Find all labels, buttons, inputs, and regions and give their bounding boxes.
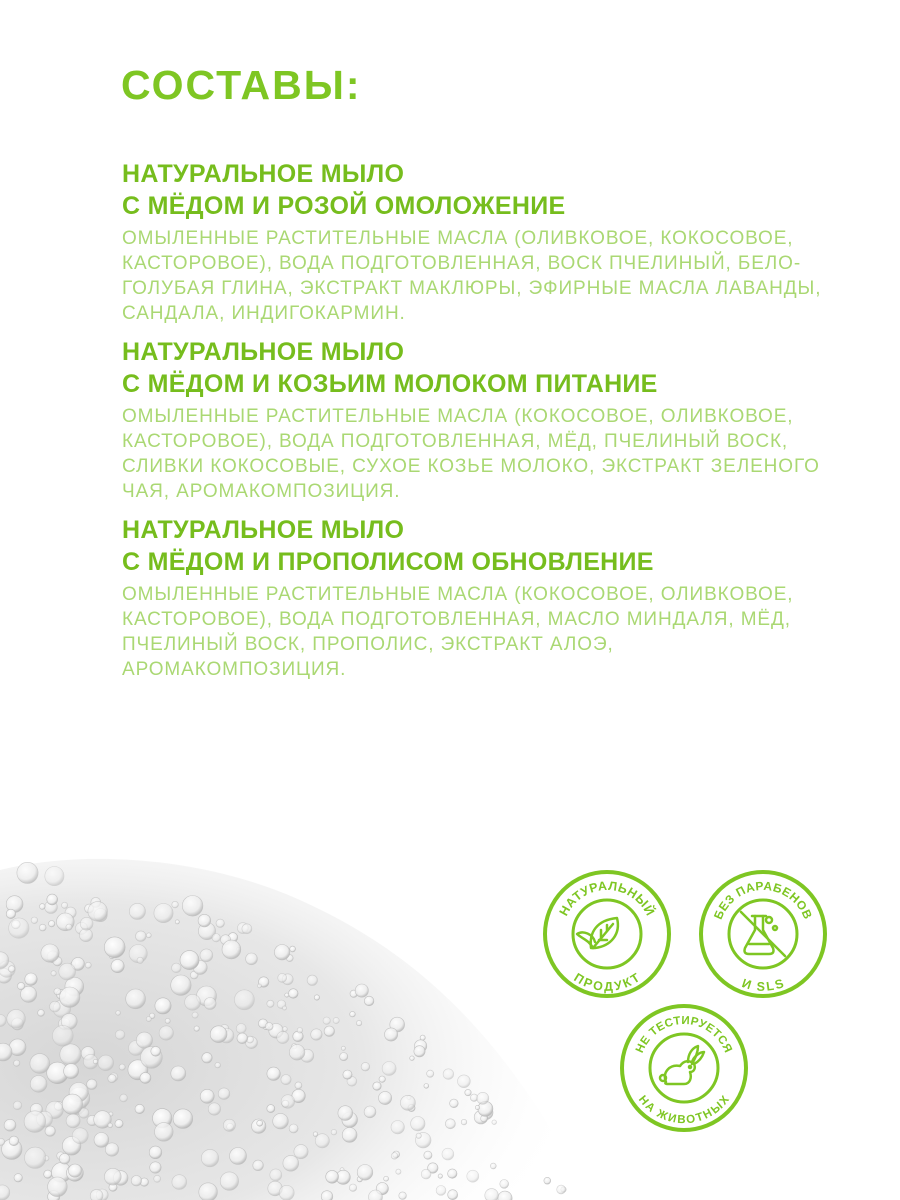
section-title [122,336,842,400]
rabbit-icon [660,1046,704,1084]
section-title-line: НАТУРАЛЬНОЕ МЫЛО [122,338,405,366]
section-ingredients: ОМЫЛЕННЫЕ РАСТИТЕЛЬНЫЕ МАСЛА (ОЛИВКОВОЕ, КОКОСОВОЕ, КАСТОРОВОЕ), ВОДА ПОДГОТОВЛЕННАЯ, ВОСК ПЧЕЛИНЫЙ, БЕЛО-ГОЛУБАЯ ГЛИНА, ЭКСТРАКТ МАКЛЮРЫ, ЭФИРНЫЕ МАСЛА ЛАВАНДЫ, САНДАЛА, ИНДИГОКАРМИН. [122,228,822,324]
flask-crossed-icon [741,912,785,956]
section-title-line: С МЁДОМ И ПРОПОЛИСОМ ОБНОВЛЕНИЕ [122,548,654,576]
soap-section-propolis [122,514,842,682]
cruelty-free-badge [618,1002,750,1134]
section-title-line: НАТУРАЛЬНОЕ МЫЛО [122,160,405,188]
natural-product-badge [541,868,673,1000]
section-title-line: С МЁДОМ И РОЗОЙ ОМОЛОЖЕНИЕ [122,192,566,220]
section-title [122,158,842,222]
leaf-icon [577,918,618,948]
badge-cruelty-bottom-text: НА ЖИВОТНЫХ [635,1093,733,1127]
ingredients-list [122,158,842,692]
no-parabens-badge [697,868,829,1000]
soap-section-goat-milk [122,336,842,504]
badge-cruelty-top-text: НЕ ТЕСТИРУЕТСЯ [634,1014,734,1055]
badge-parabens-top-text: БЕЗ ПАРАБЕНОВ [710,878,816,922]
section-ingredients: ОМЫЛЕННЫЕ РАСТИТЕЛЬНЫЕ МАСЛА (КОКОСОВОЕ, ОЛИВКОВОЕ, КАСТОРОВОЕ), ВОДА ПОДГОТОВЛЕННАЯ, МАСЛО МИНДАЛЯ, МЁД, ПЧЕЛИНЫЙ ВОСК, ПРОПОЛИС, ЭКСТРАКТ АЛОЭ, АРОМАКОМПОЗИЦИЯ. [122,584,794,680]
badge-parabens-bottom-text: И SLS [740,976,786,994]
soap-foam-image [0,850,620,1200]
section-title-line: НАТУРАЛЬНОЕ МЫЛО [122,516,405,544]
page-title: СОСТАВЫ: [121,62,362,108]
section-title [122,514,842,578]
badge-natural-bottom-text: ПРОДУКТ [571,970,643,994]
svg-text:И SLS [740,976,786,994]
badge-natural-top-text: НАТУРАЛЬНЫЙ [556,878,658,919]
section-ingredients: ОМЫЛЕННЫЕ РАСТИТЕЛЬНЫЕ МАСЛА (КОКОСОВОЕ, ОЛИВКОВОЕ, КАСТОРОВОЕ), ВОДА ПОДГОТОВЛЕННАЯ, МЁД, ПЧЕЛИНЫЙ ВОСК, СЛИВКИ КОКОСОВЫЕ, СУХОЕ КОЗЬЕ МОЛОКО, ЭКСТРАКТ ЗЕЛЕНОГО ЧАЯ, АРОМАКОМПОЗИЦИЯ. [122,406,820,502]
soap-section-rose [122,158,842,326]
section-title-line: С МЁДОМ И КОЗЬИМ МОЛОКОМ ПИТАНИЕ [122,370,658,398]
